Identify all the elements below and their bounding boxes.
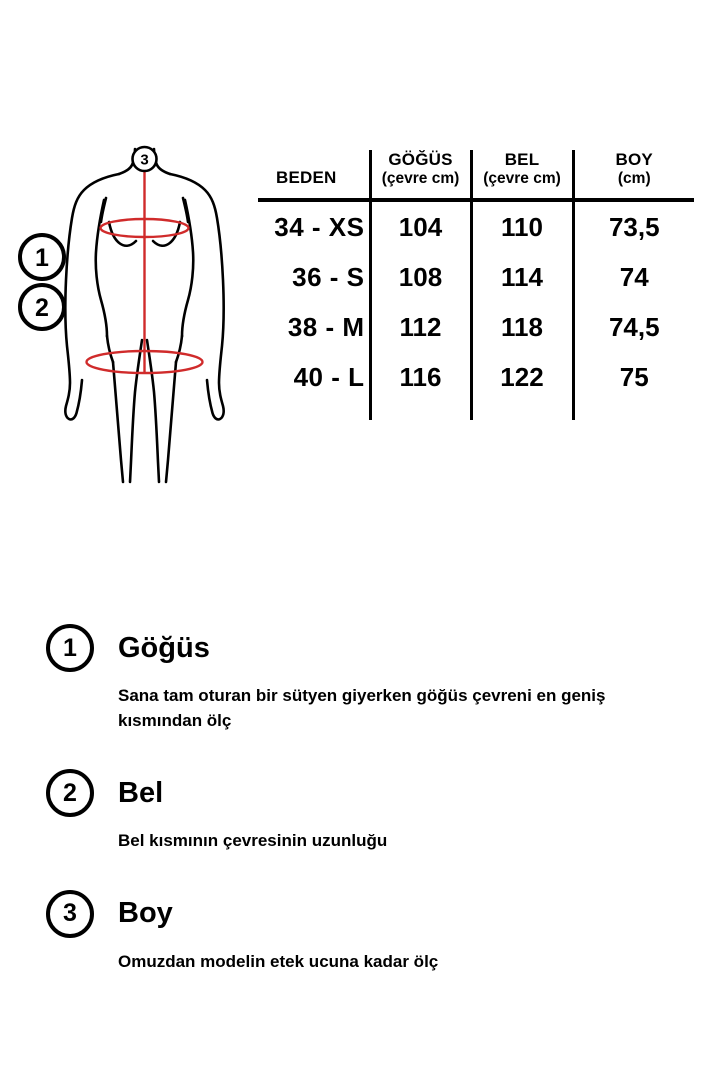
figure-marker-1-label: 1 (35, 244, 49, 272)
table-rule-tail-row (258, 402, 694, 420)
cell-beden: 36 - S (292, 262, 365, 293)
legend-title-bel: Bel (118, 776, 164, 809)
legend-title-gogus: Göğüs (118, 631, 210, 664)
cell-beden: 34 - XS (274, 212, 365, 243)
legend-item-bel (46, 767, 686, 854)
figure-marker-2-label: 2 (35, 294, 49, 322)
measurement-lines (87, 162, 203, 373)
column-header-boy: BOY (cm) (573, 150, 694, 198)
legend-description-bel: Bel kısmının çevresinin uzunluğu (118, 831, 388, 851)
cell-bel: 110 (471, 200, 573, 252)
table-row (258, 302, 694, 352)
cell-bel: 122 (471, 352, 573, 402)
legend-badge-2: 2 (46, 769, 94, 817)
column-unit-boy: (cm) (617, 170, 651, 188)
cell-gogus: 112 (370, 302, 471, 352)
legend-title-boy: Boy (118, 897, 173, 930)
cell-boy: 74,5 (573, 302, 694, 352)
column-header-beden: BEDEN (275, 168, 337, 188)
cell-gogus: 104 (370, 200, 471, 252)
legend-description-gogus: Sana tam oturan bir sütyen giyerken göğüs çevreni en geniş kısmından ölç (118, 686, 606, 730)
legend-badge-1: 1 (46, 624, 94, 672)
legend-badge-3: 3 (46, 890, 94, 938)
cell-boy: 73,5 (573, 200, 694, 252)
tail-boy (573, 402, 694, 420)
measurement-legend (46, 622, 686, 975)
cell-gogus: 116 (370, 352, 471, 402)
cell-bel: 118 (471, 302, 573, 352)
legend-description-boy: Omuzdan modelin etek ucuna kadar ölç (118, 951, 439, 971)
tail-gogus (370, 402, 471, 420)
legend-item-boy (46, 888, 686, 975)
legend-item-gogus (46, 622, 686, 733)
cell-gogus: 108 (370, 252, 471, 302)
figure-marker-3 (133, 147, 157, 171)
column-header-bel: BEL (çevre cm) (471, 150, 573, 198)
tail-beden (258, 402, 370, 420)
column-unit-gogus: (çevre cm) (381, 170, 460, 188)
figure-marker-2 (20, 285, 64, 329)
size-chart-table (258, 150, 698, 445)
table-row (258, 252, 694, 302)
cell-bel: 114 (471, 252, 573, 302)
figure-marker-3-label: 3 (140, 151, 149, 169)
figure-marker-1 (20, 235, 64, 279)
table-row (258, 352, 694, 402)
column-unit-bel: (çevre cm) (483, 170, 561, 188)
table-row (258, 200, 694, 252)
cell-boy: 75 (573, 352, 694, 402)
cell-boy: 74 (573, 252, 694, 302)
body-measurement-figure (14, 140, 258, 490)
tail-bel (471, 402, 573, 420)
table-header-row (258, 150, 694, 198)
column-header-gogus: GÖĞÜS (çevre cm) (370, 150, 471, 198)
cell-beden: 38 - M (287, 312, 365, 343)
cell-beden: 40 - L (293, 362, 365, 393)
